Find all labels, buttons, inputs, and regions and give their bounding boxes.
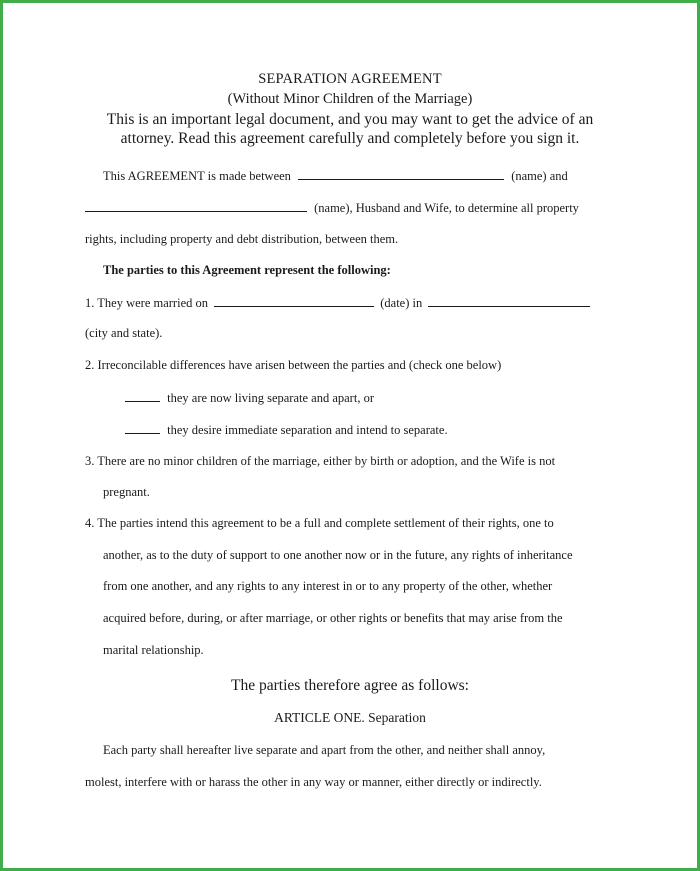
item-1-prefix: They were married on	[97, 296, 208, 310]
intro-line-2-suffix: (name), Husband and Wife, to determine all property	[314, 201, 579, 215]
item-4-line-2: another, as to the duty of support to one another now or in the future, any rights of inheritance	[103, 548, 573, 562]
item-2-number: 2.	[85, 358, 95, 372]
article-one-line-1: Each party shall hereafter live separate and apart from the other, and neither shall annoy,	[103, 743, 546, 757]
item-2-text: Irreconcilable differences have arisen between the parties and (check one below)	[97, 358, 502, 372]
intro-line-3: rights, including property and debt distribution, between them.	[85, 232, 399, 246]
item-2-option-1	[125, 389, 374, 406]
item-1-continuation: (city and state).	[85, 326, 163, 340]
article-one-heading: ARTICLE ONE. Separation	[274, 710, 426, 725]
item-1-number: 1.	[85, 296, 95, 310]
parties-heading: The parties to this Agreement represent the following:	[103, 263, 391, 277]
item-3-line-2: pregnant.	[103, 485, 150, 499]
marriage-place-field[interactable]	[428, 294, 590, 307]
marriage-date-field[interactable]	[214, 294, 374, 307]
option-2-checkbox-blank[interactable]	[125, 421, 160, 434]
intro-line-1-prefix: This AGREEMENT is made between	[103, 169, 291, 183]
item-3-line-1	[85, 453, 555, 469]
item-1-middle: (date) in	[380, 296, 423, 310]
item-2-line	[85, 357, 501, 373]
item-2-option-2	[125, 421, 448, 438]
item-3-text-1: There are no minor children of the marriage, either by birth or adoption, and the Wife is not	[97, 454, 556, 468]
document-subtitle: (Without Minor Children of the Marriage)	[227, 91, 473, 107]
item-4-text-1: The parties intend this agreement to be a full and complete settlement of their rights, one to	[97, 516, 554, 530]
item-4-number: 4.	[85, 516, 95, 530]
item-4-line-3: from one another, and any rights to any interest in or to any property of the other, whether	[103, 579, 553, 593]
article-one-line-2: molest, interfere with or harass the other in any way or manner, either directly or indirectly.	[85, 775, 542, 789]
document-title: SEPARATION AGREEMENT	[258, 71, 442, 87]
item-3-number: 3.	[85, 454, 95, 468]
item-2-option-2-label: they desire immediate separation and intend to separate.	[167, 423, 448, 437]
intro-line-2	[85, 199, 579, 216]
item-4-line-1	[85, 515, 554, 531]
item-2-option-1-label: they are now living separate and apart, or	[167, 391, 374, 405]
item-4-line-5: marital relationship.	[103, 643, 204, 657]
legal-notice-line-1: This is an important legal document, and you may want to get the advice of an	[106, 111, 594, 128]
item-1-line-1	[85, 294, 590, 311]
option-1-checkbox-blank[interactable]	[125, 389, 160, 402]
intro-line-1	[103, 167, 568, 184]
agree-heading: The parties therefore agree as follows:	[231, 677, 469, 694]
legal-notice-line-2: attorney. Read this agreement carefully and completely before you sign it.	[120, 130, 580, 147]
intro-line-1-suffix: (name) and	[511, 169, 568, 183]
item-4-line-4: acquired before, during, or after marriage, or other rights or benefits that may arise from the	[103, 611, 563, 625]
wife-name-field[interactable]	[85, 199, 307, 212]
husband-name-field[interactable]	[298, 167, 504, 180]
